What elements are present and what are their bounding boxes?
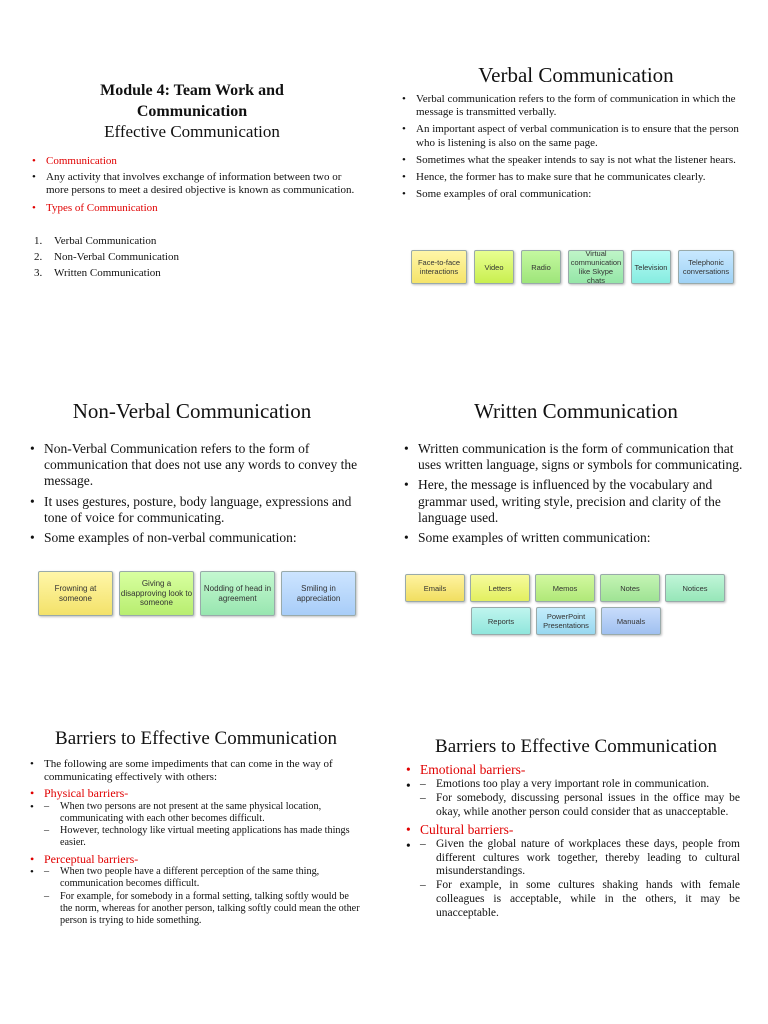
example-box: Smiling in appreciation <box>281 571 356 616</box>
example-box: Giving a disapproving look to someone <box>119 571 194 616</box>
bullet: • Some examples of written communication: <box>402 530 748 546</box>
example-box: Video <box>474 250 514 284</box>
slide6-bullets <box>404 762 740 921</box>
slide5-title: Barriers to Effective Communication <box>55 728 337 749</box>
bullet: • Sometimes what the speaker intends to say is not what the listener hears. <box>400 154 740 167</box>
slide-non-verbal-communication <box>0 341 384 682</box>
emotional-group <box>404 778 740 819</box>
example-box: Manuals <box>601 607 661 635</box>
slide-verbal-communication <box>384 0 768 341</box>
physical-points <box>44 801 362 850</box>
slide4-bullets <box>402 441 748 546</box>
perceptual-points <box>44 866 362 927</box>
bullet: • Some examples of non-verbal communication: <box>28 530 358 546</box>
written-examples-row2 <box>471 607 661 635</box>
slide1-bullets <box>30 155 360 215</box>
bullet: • It uses gestures, posture, body language, expressions and tone of voice for communicating. <box>28 494 358 526</box>
bullet-communication: • Communication <box>30 155 360 168</box>
example-box: Face-to-face interactions <box>411 250 467 284</box>
type-item: 3. Written Communication <box>34 267 161 280</box>
cultural-group <box>404 838 740 921</box>
perceptual-group <box>28 866 362 927</box>
slide3-bullets <box>28 441 358 546</box>
slide4-title: Written Communication <box>474 399 678 423</box>
non-verbal-examples <box>38 571 356 616</box>
slide-barriers-1 <box>0 682 384 1023</box>
physical-heading: • Physical barriers- <box>28 786 362 800</box>
type-item: 2. Non-Verbal Communication <box>34 251 179 264</box>
example-box: Notes <box>600 574 660 602</box>
point: – For somebody, discussing personal issues in the office may be okay, while another person could consider that as unacceptable. <box>420 792 740 820</box>
written-examples-row1 <box>405 574 725 602</box>
bullet: • Here, the message is influenced by the vocabulary and grammar used, writing style, precision and clarity of the language used. <box>402 477 748 526</box>
point: – For example, for somebody in a formal setting, talking softly would be the norm, whereas for another person, talking softly could mean the other person is trying to hide something. <box>44 891 362 928</box>
slide2-bullets <box>400 93 740 201</box>
slide6-title: Barriers to Effective Communication <box>435 736 717 757</box>
bullet: • Some examples of oral communication: <box>400 188 740 201</box>
emotional-heading: • Emotional barriers- <box>404 762 740 778</box>
perceptual-heading: • Perceptual barriers- <box>28 852 362 866</box>
example-box: Reports <box>471 607 531 635</box>
slide-module-4 <box>0 0 384 341</box>
bullet-types: • Types of Communication <box>30 202 360 215</box>
example-box: Notices <box>665 574 725 602</box>
slide2-title: Verbal Communication <box>478 63 674 87</box>
bullet: • Verbal communication refers to the form of communication in which the message is transmitted verbally. <box>400 93 740 119</box>
example-box: Memos <box>535 574 595 602</box>
bullet-intro: • The following are some impediments that can come in the way of communicating effectively with others: <box>28 758 362 784</box>
example-box: Television <box>631 250 671 284</box>
example-box: Virtual communication like Skype chats <box>568 250 624 284</box>
example-box: PowerPoint Presentations <box>536 607 596 635</box>
oral-examples <box>411 250 734 284</box>
point: – • Emotions too play a very important role in communication. <box>420 778 740 792</box>
point: – However, technology like virtual meeting applications has made things easier. <box>44 825 362 849</box>
bullet: • Written communication is the form of communication that uses written language, signs or symbols for communicating. <box>402 441 748 473</box>
emotional-points <box>420 778 740 819</box>
type-item: 1. Verbal Communication <box>34 235 157 247</box>
point: – For example, in some cultures shaking hands with female colleagues is acceptable, while in the others, it may be unacceptable. <box>420 879 740 920</box>
slide3-title: Non-Verbal Communication <box>72 399 312 423</box>
bullet: • Hence, the former has to make sure that he communicates clearly. <box>400 171 740 184</box>
point: – • When two persons are not present at the same physical location, communicating with each other becomes difficult. <box>44 801 362 825</box>
point: – • When two people have a different perception of the same thing, communication becomes difficult. <box>44 866 362 890</box>
bullet-definition: • Any activity that involves exchange of information between two or more persons to meet a desired objective is known as communication. <box>30 171 360 197</box>
cultural-points <box>420 838 740 921</box>
slide1-subtitle: Effective Communication <box>104 122 280 141</box>
cultural-heading: • Cultural barriers- <box>404 822 740 838</box>
physical-group <box>28 801 362 850</box>
point: – • Given the global nature of workplaces these days, people from different cultures work together, thereby leading to cultural misunderstandings. <box>420 838 740 879</box>
slide1-title: Module 4: Team Work and Communication <box>100 82 284 120</box>
example-box: Frowning at someone <box>38 571 113 616</box>
example-box: Radio <box>521 250 561 284</box>
bullet: • Non-Verbal Communication refers to the form of communication that does not use any words to convey the message. <box>28 441 358 490</box>
slide-written-communication <box>384 341 768 682</box>
example-box: Telephonic conversations <box>678 250 734 284</box>
example-box: Nodding of head in agreement <box>200 571 275 616</box>
example-box: Emails <box>405 574 465 602</box>
slide-barriers-2 <box>384 682 768 1023</box>
bullet: • An important aspect of verbal communication is to ensure that the person who is listening is also on the same page. <box>400 123 740 149</box>
types-list <box>32 235 352 281</box>
example-box: Letters <box>470 574 530 602</box>
slide5-bullets <box>28 758 362 927</box>
